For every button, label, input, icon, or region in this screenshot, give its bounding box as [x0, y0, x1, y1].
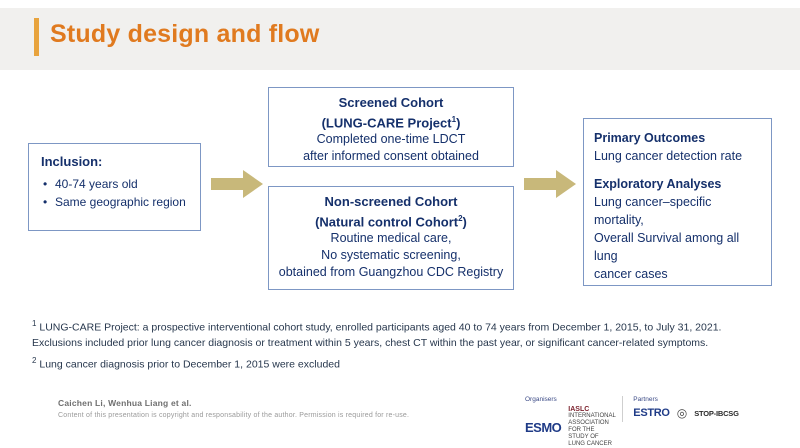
- stop-ibcsg-logo: STOP-IBCSG: [694, 408, 739, 418]
- title-accent-bar: [34, 18, 39, 56]
- flow-arrow-right-2: [524, 170, 576, 203]
- iaslc-fullname: INTERNATIONAL ASSOCIATION FOR THE STUDY OF LUNG CANCER: [568, 413, 616, 447]
- footnote-2-text: Lung cancer diagnosis prior to December 1, 2015 were excluded: [36, 358, 340, 370]
- nonscreened-cohort-line: Routine medical care,: [330, 231, 452, 246]
- inclusion-title: Inclusion:: [41, 154, 103, 169]
- credit-authors: Caichen Li, Wenhua Liang et al.: [58, 398, 192, 408]
- organisers-logo-row: [525, 406, 616, 448]
- footnote-ref-2: 2: [458, 214, 463, 223]
- organisers-caption: Organisers: [525, 396, 557, 403]
- partners-caption: Partners: [633, 396, 658, 403]
- iaslc-abbr: IASLC: [568, 406, 590, 413]
- primary-outcomes-title: Primary Outcomes: [594, 131, 706, 145]
- mercedes-star-icon: ◎: [676, 406, 688, 420]
- nonscreened-cohort-line: No systematic screening,: [321, 248, 461, 263]
- nonscreened-cohort-subtitle-post: ): [462, 214, 467, 230]
- partners-logo-row: [633, 406, 738, 420]
- exploratory-analyses-line: Overall Survival among all lung: [594, 231, 740, 263]
- organisers-logos: [525, 396, 616, 448]
- iaslc-logo: [568, 406, 616, 448]
- screened-cohort-line: after informed consent obtained: [303, 149, 479, 164]
- outcomes-spacer: [594, 165, 763, 175]
- screened-cohort-box: [268, 87, 514, 167]
- screened-cohort-subtitle: [277, 111, 505, 131]
- primary-outcomes-line: Lung cancer detection rate: [594, 149, 743, 163]
- inclusion-box: [28, 143, 201, 231]
- footnote-1-marker: 1: [32, 319, 37, 328]
- screened-cohort-subtitle-post: ): [456, 115, 461, 131]
- list-item: • Same geographic region: [41, 193, 190, 211]
- screened-cohort-line: Completed one-time LDCT: [316, 132, 466, 147]
- outcomes-box: [583, 118, 772, 286]
- nonscreened-cohort-subtitle: [277, 210, 505, 230]
- screened-cohort-subtitle-pre: (LUNG-CARE Project: [321, 115, 452, 131]
- nonscreened-cohort-line: obtained from Guangzhou CDC Registry: [278, 265, 504, 280]
- footnote-1: [32, 316, 762, 351]
- esmo-logo: ESMO: [525, 419, 562, 435]
- footnotes: [32, 316, 762, 374]
- credit-copyright: Content of this presentation is copyright and responsability of the author. Permission is required for re-use.: [58, 412, 410, 419]
- footnote-1-text: LUNG-CARE Project: a prospective interventional cohort study, enrolled participants aged 40 to 74 years from December 1, 2015, to July 31, 2021. Exclusions included prior lung cancer diagnosis or treatment within 5 years, chest CT within the past year, or significant cancer-related symptoms.: [32, 321, 722, 349]
- partners-logos: [633, 396, 738, 420]
- page-title: Study design and flow: [50, 20, 320, 48]
- logo-divider: [622, 396, 623, 422]
- footnote-2: [32, 353, 762, 373]
- logo-strip: [525, 396, 790, 447]
- list-item: • 40-74 years old: [41, 175, 190, 193]
- credit-block: [58, 398, 518, 419]
- footnote-ref-1: 1: [451, 115, 457, 124]
- estro-logo: ESTRO: [633, 407, 670, 419]
- nonscreened-cohort-title: Non-screened Cohort: [324, 194, 458, 209]
- inclusion-list: [41, 175, 190, 211]
- footnote-2-marker: 2: [32, 355, 37, 365]
- nonscreened-cohort-subtitle-pre: (Natural control Cohort: [315, 214, 459, 230]
- exploratory-analyses-line: Lung cancer–specific mortality,: [594, 195, 712, 227]
- exploratory-analyses-title: Exploratory Analyses: [594, 177, 722, 191]
- screened-cohort-title: Screened Cohort: [338, 95, 444, 110]
- flow-arrow-right-1: [211, 170, 263, 203]
- nonscreened-cohort-box: [268, 186, 514, 290]
- exploratory-analyses-line: cancer cases: [594, 267, 668, 281]
